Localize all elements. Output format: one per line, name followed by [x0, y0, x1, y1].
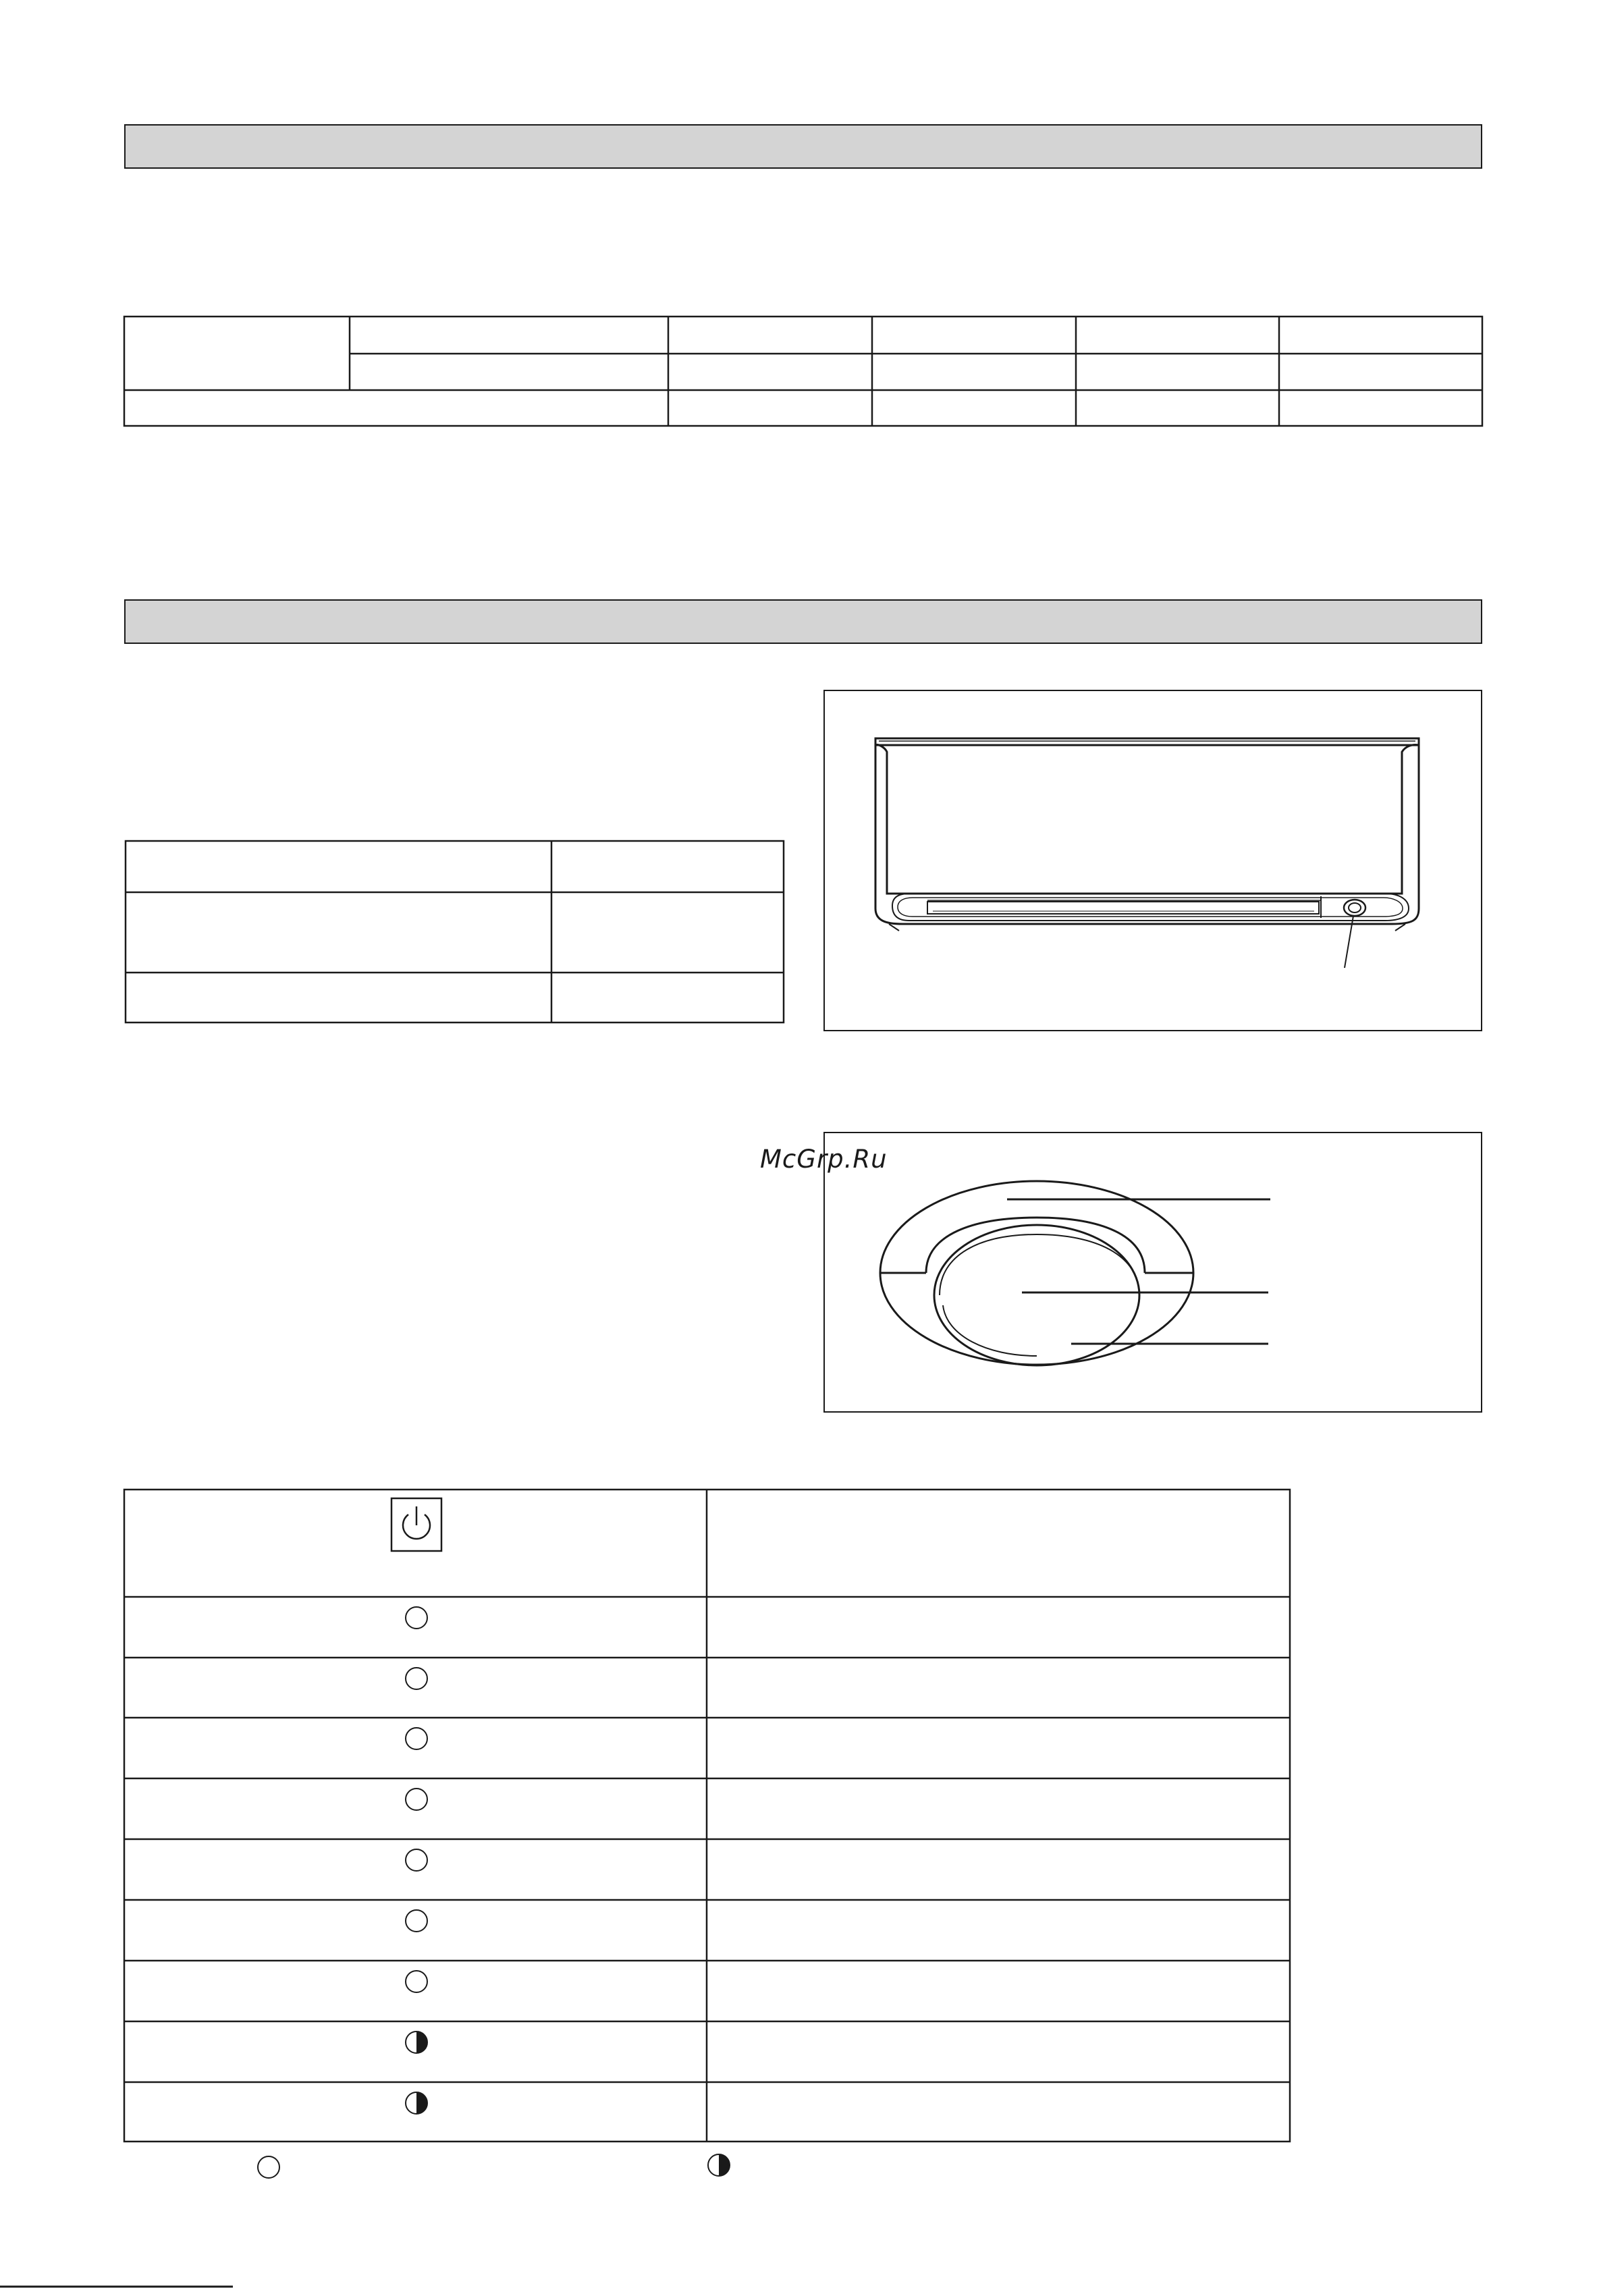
led-detail-figure: [823, 1132, 1482, 1413]
lamp-blink-icon: [404, 2030, 429, 2054]
lamp-off-icon: [404, 1909, 429, 1933]
watermark: McGrp.Ru: [760, 1145, 888, 1174]
section-heading-bar-1: [124, 124, 1482, 169]
lamp-blink-icon: [404, 2091, 429, 2115]
indoor-unit-figure: [823, 690, 1482, 1031]
lamp-off-icon: [404, 1606, 429, 1630]
lamp-off-icon: [404, 1726, 429, 1751]
legend-lamp-blink-icon: [707, 2153, 731, 2177]
indoor-unit-drawing: [825, 691, 1481, 1030]
legend-lamp-off-icon: [256, 2155, 281, 2179]
lamp-off-icon: [404, 1848, 429, 1872]
lamp-off-icon: [404, 1969, 429, 1994]
lamp-off-icon: [404, 1787, 429, 1811]
power-symbol-icon: [390, 1497, 443, 1552]
led-detail-drawing: [825, 1133, 1481, 1411]
lamp-off-icon: [404, 1666, 429, 1691]
section-heading-bar-2: [124, 599, 1482, 644]
